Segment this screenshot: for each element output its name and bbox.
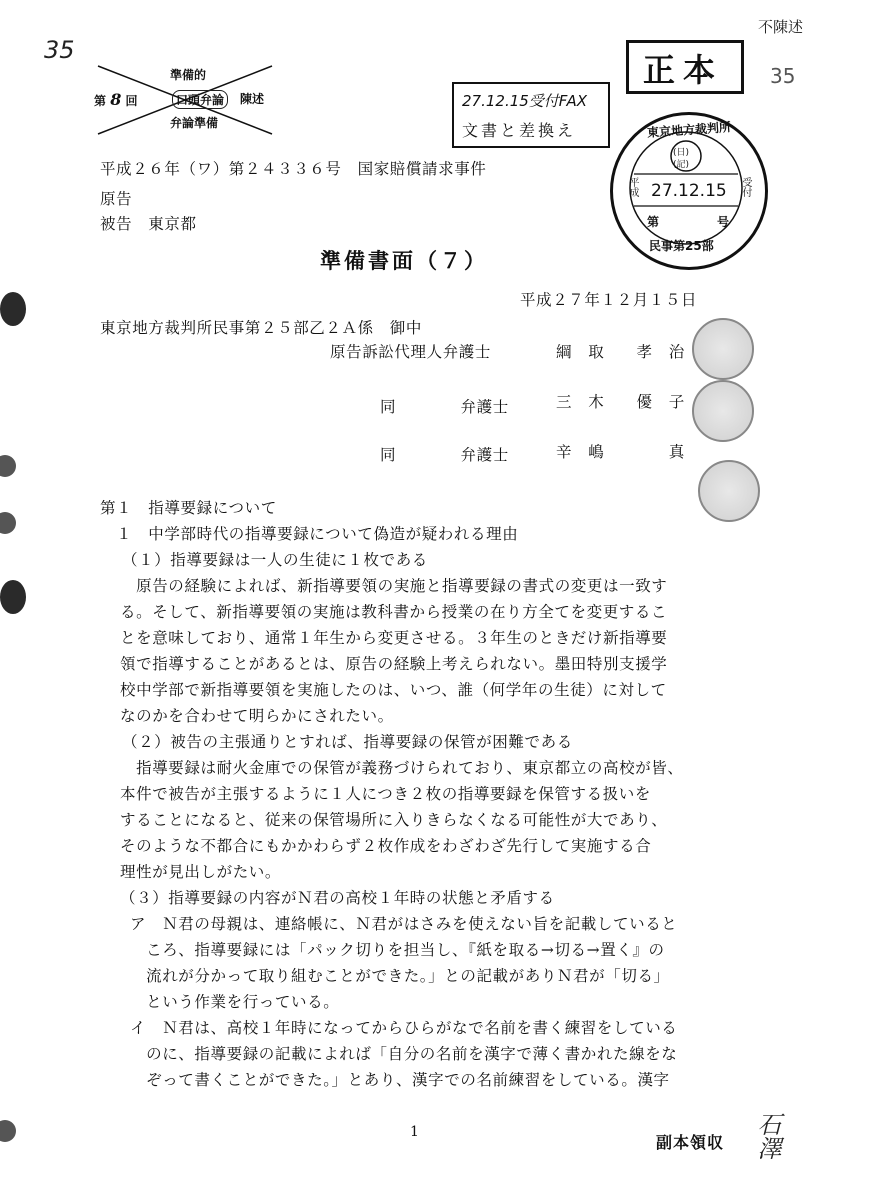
paragraph-line: イ Ｎ君は、高校１年時になってからひらがなで名前を書く練習をしている xyxy=(130,1019,678,1037)
paragraph-line: という作業を行っている。 xyxy=(130,993,340,1011)
seal-received: 受付 xyxy=(740,177,751,197)
copy-received-label: 副本領収 xyxy=(656,1133,725,1152)
attorney-name: 三 木 優 子 xyxy=(556,393,685,411)
attorney-role: 同 弁護士 xyxy=(380,446,509,464)
attorney-role: 原告訴訟代理人弁護士 xyxy=(330,343,492,361)
binder-hole xyxy=(0,580,26,614)
paragraph-line: ころ、指導要録には「パック切りを担当し、『紙を取る→切る→置く』の xyxy=(130,941,665,959)
paragraph-line: のに、指導要録の記載によれば「自分の名前を漢字で薄く書かれた線をな xyxy=(130,1045,678,1063)
paragraph-line: 原告の経験によれば、新指導要領の実施と指導要録の書式の変更は一致す xyxy=(120,577,668,595)
attorney-seal xyxy=(692,380,754,442)
court-receipt-seal xyxy=(610,112,768,270)
document-date: 平成２７年１２月１５日 xyxy=(520,291,698,309)
seal-mark-bottom: (記) xyxy=(673,160,690,170)
handwritten-number: 35 xyxy=(44,36,75,64)
page-number: 1 xyxy=(410,1124,419,1140)
preparation-stamp xyxy=(92,60,282,138)
stamp-line-1: 準備的 xyxy=(170,68,207,82)
fax-stamp-line-2: 文書と差換え xyxy=(462,121,577,140)
attorney-role: 同 弁護士 xyxy=(380,398,509,416)
paragraph-line: 本件で被告が主張するように１人につき２枚の指導要録を保管する扱いを xyxy=(120,785,651,803)
plaintiff-label: 原告 xyxy=(100,190,133,208)
handwritten-signature: 石澤 xyxy=(753,1112,781,1160)
paragraph-line: 校中学部で新指導要領を実施したのは、いつ、誰（何学年の生徒）に対して xyxy=(120,681,667,699)
binder-hole xyxy=(0,512,16,534)
handwritten-note: 不陳述 xyxy=(758,18,804,36)
attorney-seal xyxy=(692,318,754,380)
case-number: 平成２６年（ワ）第２４３３６号 国家賠償請求事件 xyxy=(100,160,487,178)
paragraph-line: することになると、従来の保管場所に入りきらなくなる可能性が大であり、 xyxy=(120,811,668,829)
paragraph-line: 理性が見出しがたい。 xyxy=(120,863,282,881)
fax-stamp-line-1: 27.12.15受付FAX xyxy=(462,92,588,110)
item-heading: （２）被告の主張通りとすれば、指導要録の保管が困難である xyxy=(122,733,573,751)
item-heading: （１）指導要録は一人の生徒に１枚である xyxy=(122,551,428,569)
addressee: 東京地方裁判所民事第２５部乙２Ａ係 御中 xyxy=(100,319,423,337)
paragraph-line: る。そして、新指導要領の実施は教科書から授業の在り方全てを変更するこ xyxy=(120,603,668,621)
paragraph-line: とを意味しており、通常１年生から変更させる。３年生のときだけ新指導要 xyxy=(120,629,668,647)
attorney-name: 辛 嶋 真 xyxy=(556,443,685,461)
document-title: 準備書面（７） xyxy=(320,249,488,273)
attorney-name: 綱 取 孝 治 xyxy=(556,343,685,361)
paragraph-line: なのかを合わせて明らかにされたい。 xyxy=(120,707,394,725)
stamp-line-2: 口頭弁論 xyxy=(172,90,228,109)
paragraph-line: そのような不都合にもかかわらず２枚作成をわざわざ先行して実施する合 xyxy=(120,837,652,855)
item-heading: （３）指導要録の内容がＮ君の高校１年時の状態と矛盾する xyxy=(120,889,555,907)
handwritten-page-number: 35 xyxy=(770,64,796,88)
binder-hole xyxy=(0,455,16,477)
seal-division: 民事第25部 xyxy=(649,239,714,253)
seal-court-name: 東京地方裁判所 xyxy=(646,120,732,140)
paragraph-line: ア Ｎ君の母親は、連絡帳に、Ｎ君がはさみを使えない旨を記載していると xyxy=(130,915,678,933)
paragraph-line: ぞって書くことができた。」とあり、漢字での名前練習をしている。漢字 xyxy=(130,1071,670,1089)
seal-mark-top: (日) xyxy=(673,148,690,158)
paragraph-line: 領で指導することがあるとは、原告の経験上考えられない。墨田特別支援学 xyxy=(120,655,668,673)
seal-number-prefix: 第 xyxy=(647,215,660,229)
binder-hole xyxy=(0,292,26,326)
attorney-seal xyxy=(698,460,760,522)
stamp-session: 第 8 回 xyxy=(94,90,138,109)
seal-date: 27.12.15 xyxy=(651,181,727,201)
original-copy-stamp: 正本 xyxy=(626,40,744,94)
paragraph-line: 流れが分かって取り組むことができた。」との記載がありＮ君が「切る」 xyxy=(130,967,670,985)
seal-era: 平成 xyxy=(627,177,638,197)
fax-stamp xyxy=(452,82,610,148)
binder-hole xyxy=(0,1120,16,1142)
stamp-line-3: 弁論準備 xyxy=(170,116,219,130)
defendant-label: 被告 東京都 xyxy=(100,215,197,233)
seal-number-suffix: 号 xyxy=(717,215,730,229)
paragraph-line: 指導要録は耐火金庫での保管が義務づけられており、東京都立の高校が皆、 xyxy=(120,759,684,777)
stamp-statement: 陳述 xyxy=(240,92,265,106)
subsection-heading: １ 中学部時代の指導要録について偽造が疑われる理由 xyxy=(100,525,519,543)
section-heading: 第１ 指導要録について xyxy=(100,499,277,517)
